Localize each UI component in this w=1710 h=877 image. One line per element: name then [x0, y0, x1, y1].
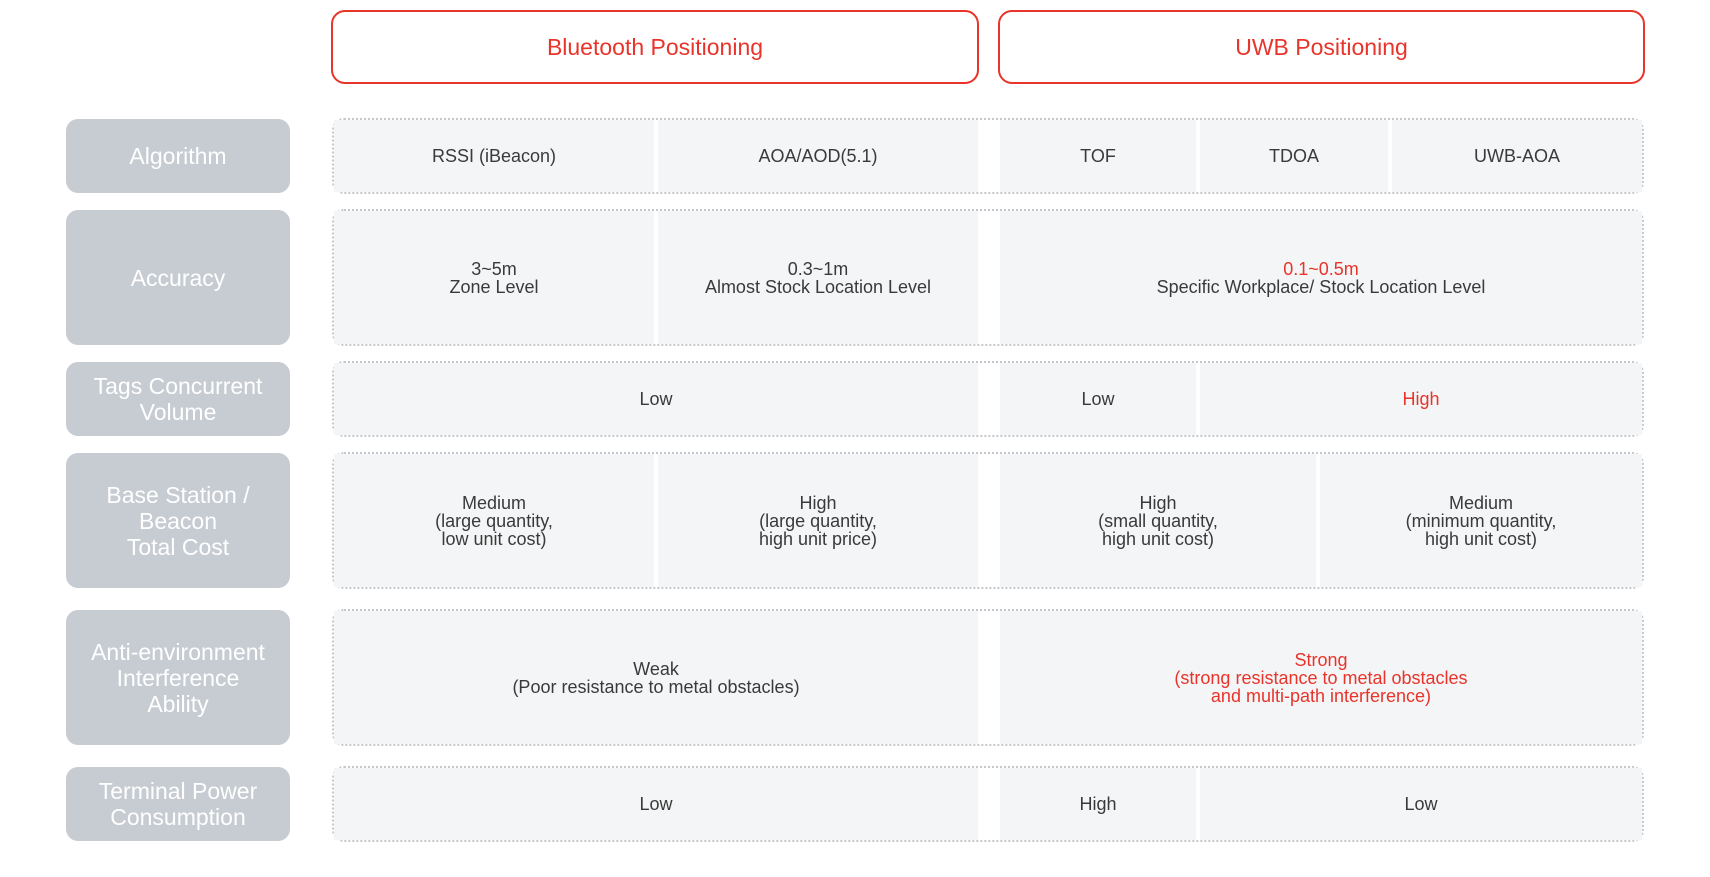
- accuracy-uwb-range: 0.1~0.5m: [1283, 258, 1359, 279]
- algorithm-bt-aoa: AOA/AOD(5.1): [658, 120, 978, 192]
- bluetooth-positioning-header: [331, 10, 979, 84]
- uwb-header-label: UWB Positioning: [1235, 33, 1408, 60]
- algorithm-uwb-tdoa: TDOA: [1200, 120, 1388, 192]
- accuracy-row-label: Accuracy: [66, 210, 290, 345]
- tags-row: [332, 361, 1644, 437]
- accuracy-bt-rssi: 3~5m Zone Level: [334, 211, 654, 344]
- accuracy-uwb-level: Specific Workplace/ Stock Location Level: [1156, 276, 1486, 297]
- power-row-label: Terminal Power Consumption: [66, 767, 290, 841]
- algorithm-row: [332, 118, 1644, 194]
- tags-bt: Low: [334, 363, 978, 435]
- cost-uwb-left: High (small quantity, high unit cost): [1000, 454, 1316, 587]
- accuracy-row: [332, 209, 1644, 346]
- uwb-positioning-header: [998, 10, 1645, 84]
- cost-row-label: Base Station / Beacon Total Cost: [66, 453, 290, 588]
- tags-uwb-rest: High: [1200, 363, 1642, 435]
- interference-uwb: Strong (strong resistance to metal obstacles and multi-path interference): [1000, 611, 1642, 744]
- cost-bt-rssi: Medium (large quantity, low unit cost): [334, 454, 654, 587]
- bluetooth-header-label: Bluetooth Positioning: [546, 33, 764, 60]
- interference-bt: Weak (Poor resistance to metal obstacles): [334, 611, 978, 744]
- cost-bt-aoa: High (large quantity, high unit price): [658, 454, 978, 587]
- accuracy-bt-aoa: 0.3~1m Almost Stock Location Level: [658, 211, 978, 344]
- power-uwb-tof: High: [1000, 768, 1196, 840]
- tags-row-label: Tags Concurrent Volume: [66, 362, 290, 436]
- algorithm-uwb-tof: TOF: [1000, 120, 1196, 192]
- interference-row: [332, 609, 1644, 746]
- algorithm-row-label: Algorithm: [66, 119, 290, 193]
- accuracy-uwb: [1000, 211, 1642, 344]
- interference-row-label: Anti-environment Interference Ability: [66, 610, 290, 745]
- cost-uwb-right: Medium (minimum quantity, high unit cost): [1320, 454, 1642, 587]
- algorithm-uwb-aoa: UWB-AOA: [1392, 120, 1642, 192]
- power-row: [332, 766, 1644, 842]
- tags-uwb-tof: Low: [1000, 363, 1196, 435]
- power-bt: Low: [334, 768, 978, 840]
- accuracy-uwb-text: [1157, 260, 1486, 296]
- power-uwb-rest: Low: [1200, 768, 1642, 840]
- cost-row: [332, 452, 1644, 589]
- algorithm-bt-rssi: RSSI (iBeacon): [334, 120, 654, 192]
